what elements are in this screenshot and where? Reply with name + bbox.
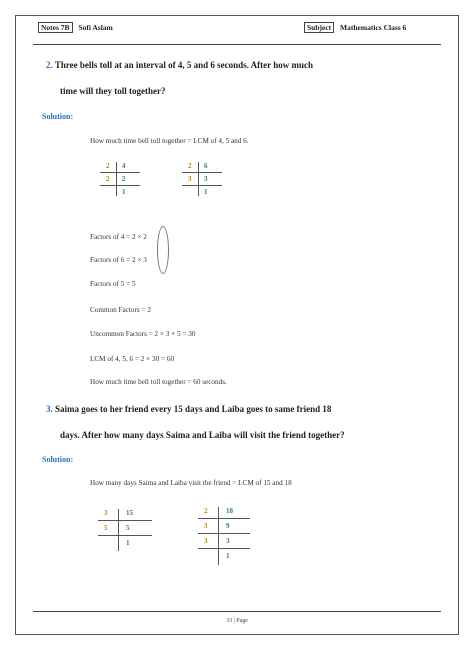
divisor: 3 <box>204 522 208 530</box>
class-box: Notes 7B <box>38 22 73 33</box>
page-number: 33 | Page <box>226 618 248 624</box>
divisor: 5 <box>104 524 108 532</box>
dividend: 4 <box>122 162 126 170</box>
question-3-number: 3. <box>46 404 53 414</box>
division-line <box>100 172 140 173</box>
quotient: 5 <box>126 524 130 532</box>
division-line <box>100 185 140 186</box>
quotient: 1 <box>126 539 130 547</box>
subject-box: Subject <box>304 22 334 33</box>
q2-line: LCM of 4, 5, 6 = 2 × 30 = 60 <box>90 355 175 363</box>
common-factor-circle <box>157 226 169 274</box>
q2-division-6 <box>182 162 222 196</box>
divisor: 2 <box>106 162 110 170</box>
dividend: 15 <box>126 509 133 517</box>
division-line <box>182 185 222 186</box>
author-name: Sofi Aslam <box>78 23 113 32</box>
division-line <box>98 520 152 521</box>
question-3-solution-label: Solution: <box>42 455 74 464</box>
quotient: 3 <box>204 175 208 183</box>
dividend: 6 <box>204 162 208 170</box>
division-line <box>98 535 152 536</box>
dividend: 18 <box>226 507 233 515</box>
quotient: 1 <box>226 552 230 560</box>
question-2-text-1: Three bells toll at an interval of 4, 5 and 6 seconds. After how much <box>54 60 314 70</box>
q2-line: Factors of 4 = 2 × 2 <box>90 233 147 241</box>
question-3-text-1: Saima goes to her friend every 15 days and Laiba goes to same friend 18 <box>55 404 332 414</box>
q2-line: Factors of 6 = 2 × 3 <box>90 256 147 264</box>
footer-rule <box>33 611 441 612</box>
question-2-line-1 <box>46 60 313 70</box>
division-bar <box>118 509 119 551</box>
subject-title: Mathematics Class 6 <box>340 23 407 32</box>
question-2-number: 2. <box>46 60 53 70</box>
division-line <box>198 548 250 549</box>
question-3-line-2: days. After how many days Saima and Laiba will visit the friend together? <box>60 430 345 440</box>
divisor: 3 <box>104 509 108 517</box>
question-2-line-2: time will they toll together? <box>60 86 166 96</box>
divisor: 3 <box>204 537 208 545</box>
division-line <box>182 172 222 173</box>
header-rule <box>33 44 441 45</box>
q2-line: Common Factors = 2 <box>90 306 151 314</box>
q2-line: How much time bell toll together = 60 seconds. <box>90 378 227 386</box>
q3-division-18 <box>198 507 250 577</box>
quotient: 1 <box>204 188 208 196</box>
divisor: 2 <box>188 162 192 170</box>
q3-intro: How many days Saima and Laiba visit the friend = LCM of 15 and 18 <box>90 479 292 487</box>
quotient: 2 <box>122 175 126 183</box>
quotient: 9 <box>226 522 230 530</box>
q2-line: Factors of 5 = 5 <box>90 280 136 288</box>
division-line <box>198 533 250 534</box>
division-bar <box>198 162 199 196</box>
header-left <box>38 23 113 32</box>
division-bar <box>116 162 117 196</box>
q2-division-4 <box>100 162 140 196</box>
divisor: 2 <box>106 175 110 183</box>
question-2-solution-label: Solution: <box>42 112 74 121</box>
header-right <box>304 23 406 32</box>
division-line <box>198 518 250 519</box>
quotient: 3 <box>226 537 230 545</box>
question-3-line-1 <box>46 404 331 414</box>
quotient: 1 <box>122 188 126 196</box>
divisor: 2 <box>204 507 208 515</box>
division-bar <box>218 507 219 565</box>
q2-line: Uncommon Factors = 2 × 3 × 5 = 30 <box>90 330 196 338</box>
divisor: 3 <box>188 175 192 183</box>
q3-division-15 <box>98 509 152 549</box>
q2-line: How much time bell toll together = LCM of 4, 5 and 6. <box>90 137 249 145</box>
